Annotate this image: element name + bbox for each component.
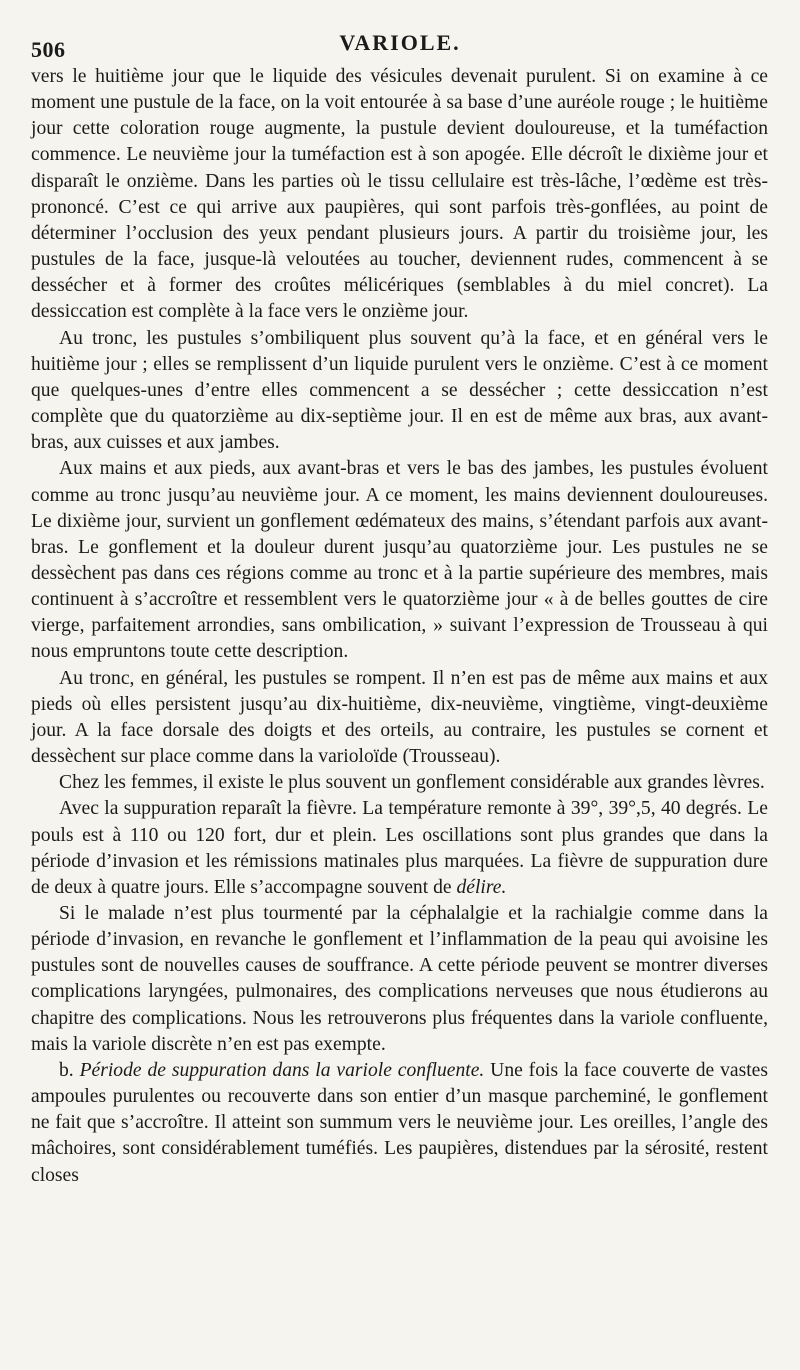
paragraph-mains-pieds: Aux mains et aux pieds, aux avant-bras et vers le bas des jambes, les pustules évoluent comme au tronc jusqu’au neuvième jour. A ce moment, les mains deviennent douloureuses. Le dixième jour, survient un gonflement œdémateux des mains, s’étendant parfois aux avant-bras. Le gonflement et la douleur durent jusqu’au quatorzième jour. Les pustules ne se dessèchent pas dans ces régions comme au tronc et à la partie supérieure des membres, mais continuent à s’accroître et ressemblent vers le quatorzième jour « à de belles gouttes de cire vierge, parfaitement arrondies, sans ombilication, » suivant l’expression de Trousseau à qui nous empruntons toute cette description.	[31, 458, 768, 663]
paragraph-tronc: Au tronc, les pustules s’ombiliquent plus souvent qu’à la face, et en général vers le huitième jour ; elles se remplissent d’un liquide purulent vers le onzième. C’est à ce moment que quelques-unes d’entre elles commencent a se dessécher ; cette dessiccation n’est complète que du quatorzième au dix-septième jour. Il en est de même aux bras, aux avant-bras, aux cuisses et aux jambes.	[31, 327, 768, 454]
paragraph-femmes: Chez les femmes, il existe le plus souvent un gonflement considérable aux grandes lèvres.	[59, 772, 765, 794]
fievre-text: Avec la suppuration reparaît la fièvre. La température remonte à 39°, 39°,5, 40 degrés. Le pouls est à 110 ou 120 fort, dur et plein. Les oscillations sont plus grandes que dans la période d’invasion et les rémissions matinales plus marquées. La fièvre de suppuration dure de deux à quatre jours. Elle s’accompagne souvent de	[31, 798, 768, 898]
section-b-text: Une fois la face couverte de vastes ampoules purulentes ou recouverte dans son entier d’un masque parcheminé, le gonflement ne fait que s’accroître. Il atteint son summum vers le neuvième jour. Les oreilles, l’angle des mâchoires, sont considérablement tuméfiés. Les paupières, distendues par la sérosité, restent closes	[31, 1059, 768, 1186]
paragraph-face: vers le huitième jour que le liquide des vésicules devenait purulent. Si on examine à ce moment une pustule de la face, on la voit entourée à sa base d’une auréole rouge ; le huitième jour cette coloration rouge augmente, la pustule devient douloureuse, et la tuméfaction commence. Le neuvième jour la tuméfaction est à son apogée. Elle décroît le dixième jour et disparaît le onzième. Dans les parties où le tissu cellulaire est très-lâche, l’œdème est très-prononcé. C’est ce qui arrive aux paupières, qui sont parfois très-gonflées, au point de déterminer l’occlusion des yeux pendant plusieurs jours. A partir du troisième jour, les pustules de la face, jusque-là veloutées au toucher, deviennent rudes, commencent à se dessécher et à former des croûtes mélicériques (semblables à du miel concret). La dessiccation est complète à la face vers le onzième jour.	[31, 66, 768, 323]
running-title: VARIOLE.	[339, 30, 461, 55]
delire-italic: délire.	[456, 876, 507, 898]
paragraph-pustules-rompent: Au tronc, en général, les pustules se rompent. Il n’en est pas de même aux mains et aux pieds où elles persistent jusqu’au dix-huitième, dix-neuvième, vingtième, vingt-deuxième jour. A la face dorsale des doigts et des orteils, au contraire, les pustules se cornent et dessèchent sur place comme dans la varioloïde (Trousseau).	[31, 667, 768, 768]
paragraph-fievre	[31, 796, 768, 901]
paragraph-complications: Si le malade n’est plus tourmenté par la céphalalgie et la rachialgie comme dans la période d’invasion, en revanche le gonflement et l’inflammation de la peau qui avoisine les pustules sont de nouvelles causes de souffrance. A cette période peuvent se montrer diverses complications laryngées, pulmonaires, des complications nerveuses que nous étudierons au chapitre des complications. Nous les retrouverons plus fréquentes dans la variole confluente, mais la variole discrète n’en est pas exempte.	[31, 903, 768, 1055]
section-b-letter: b.	[59, 1059, 74, 1081]
paragraph-section-b	[31, 1058, 768, 1189]
body-text	[31, 64, 768, 1189]
section-b-title: Période de suppuration dans la variole confluente.	[79, 1059, 485, 1081]
page-number: 506	[31, 37, 66, 62]
